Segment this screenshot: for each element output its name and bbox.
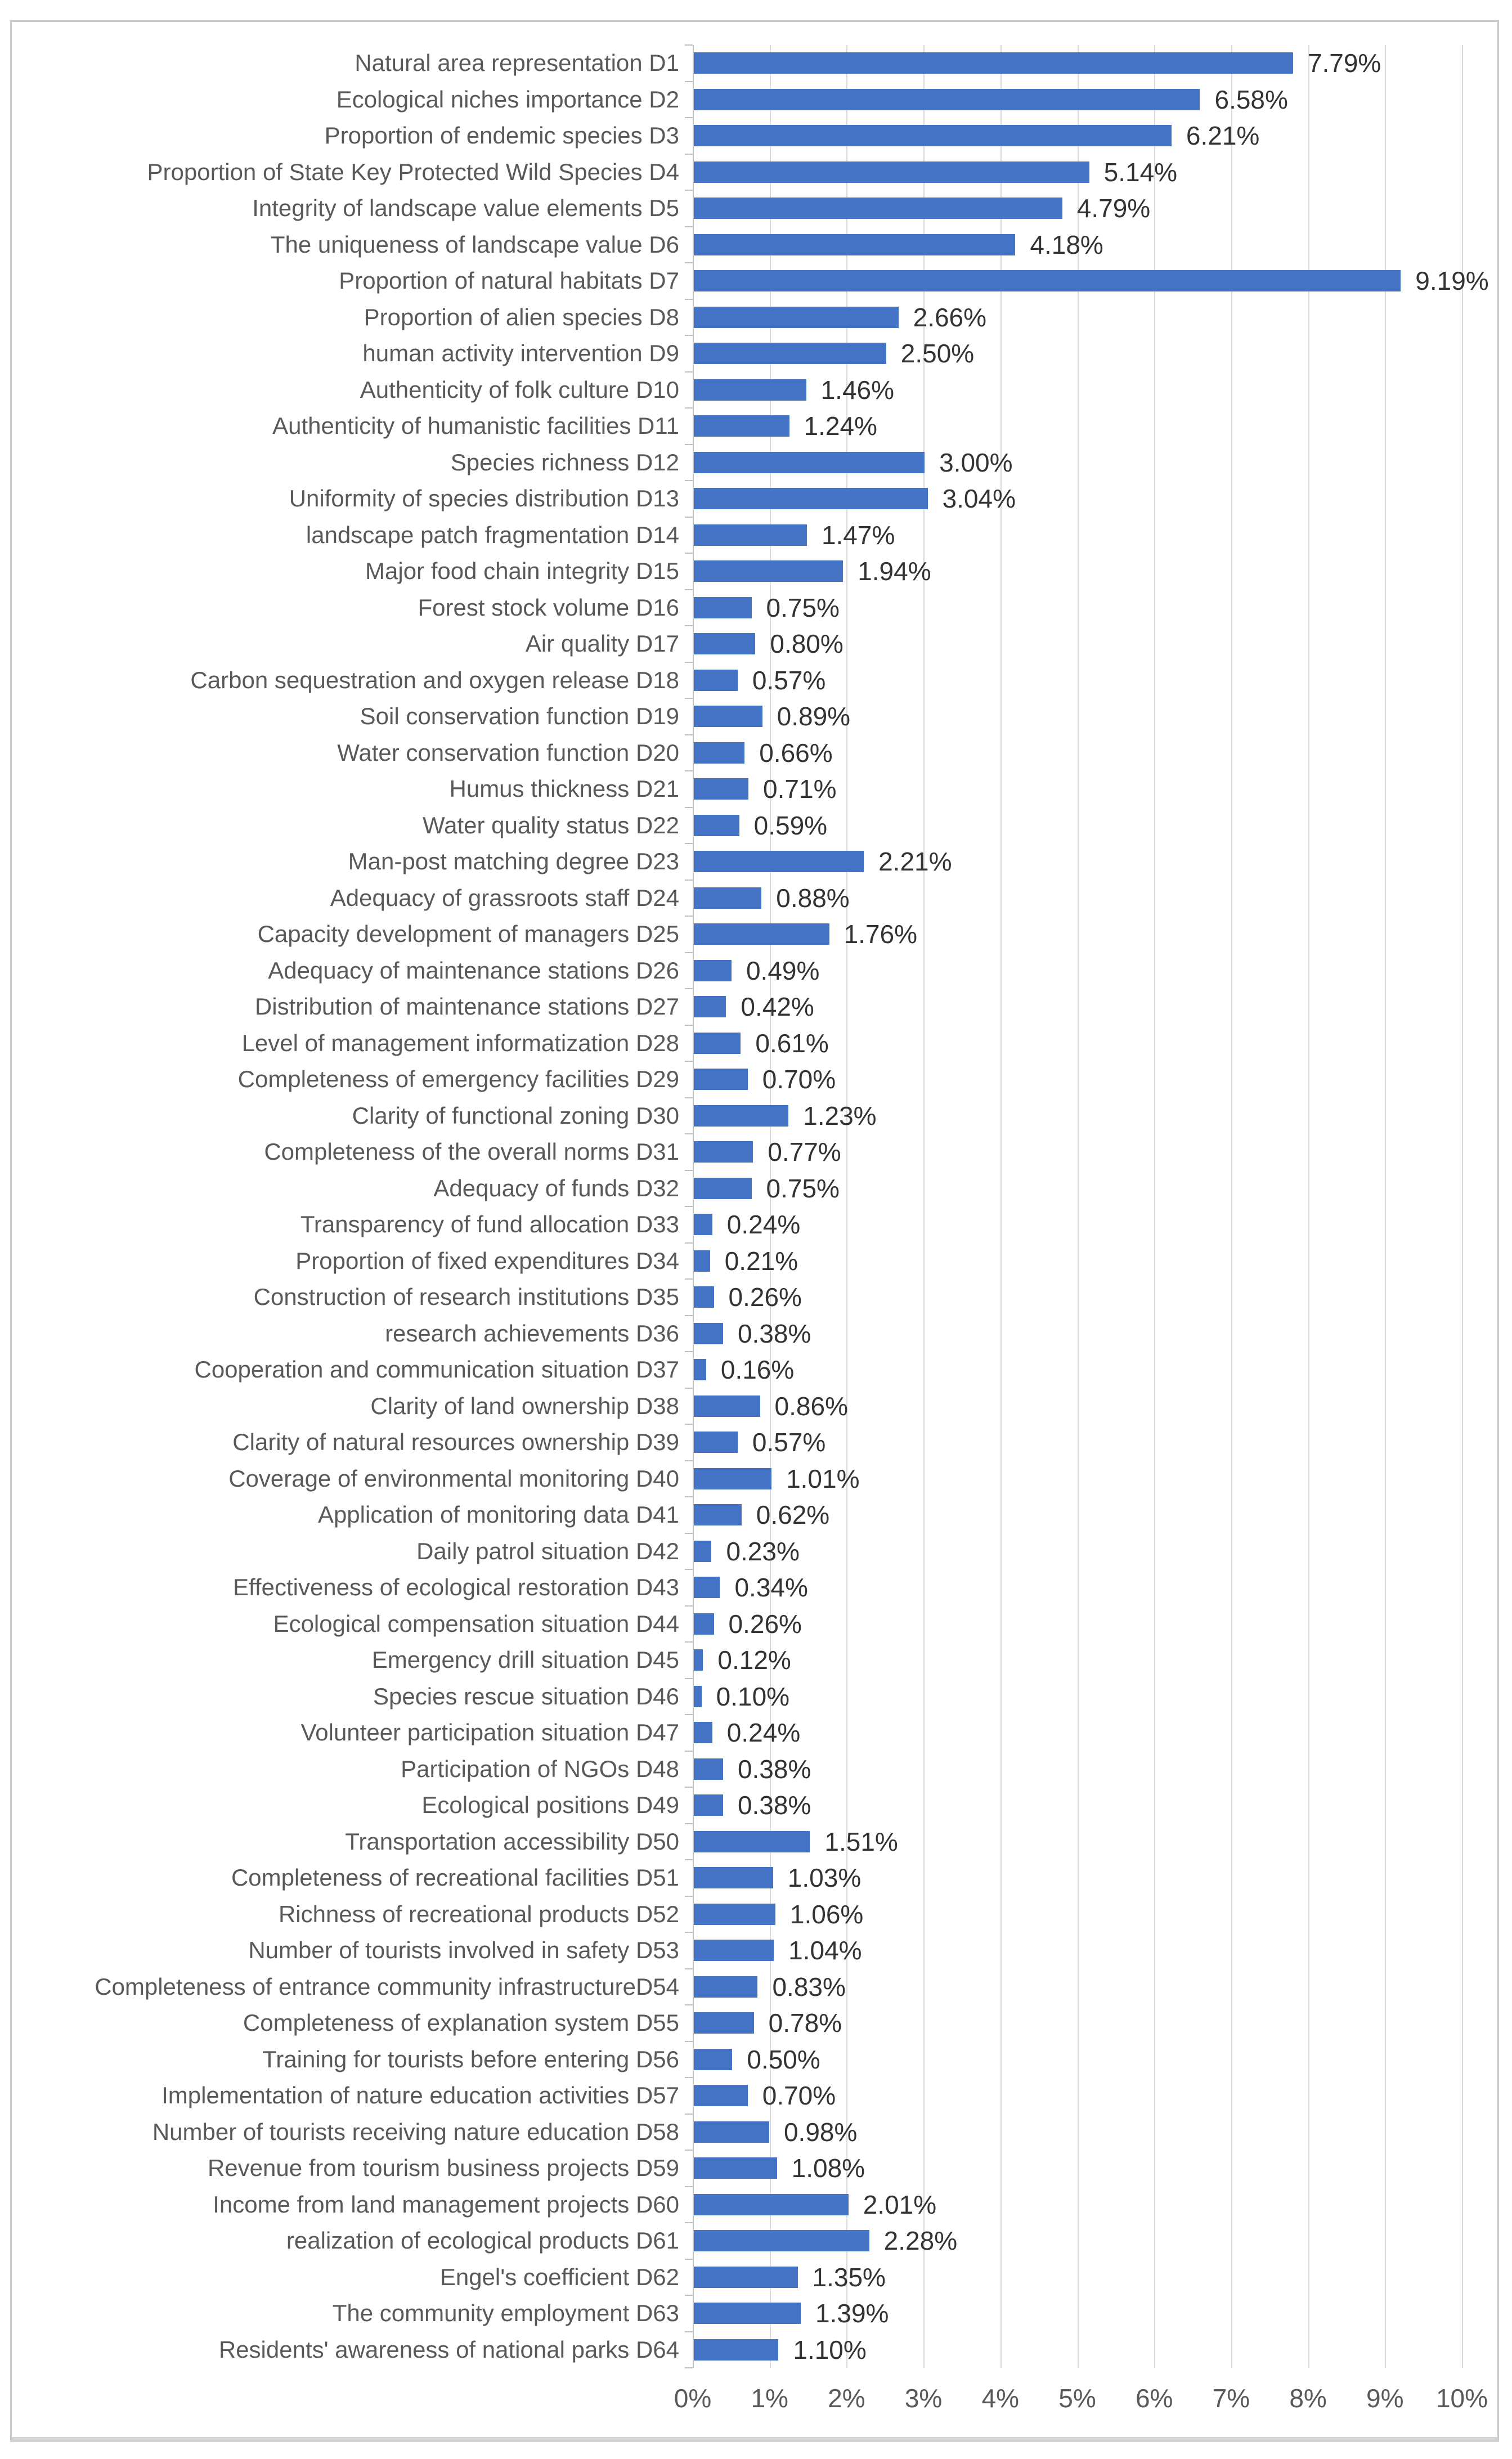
value-label: 7.79% [1307,48,1381,78]
category-label: Volunteer participation situation D47 [300,1719,679,1745]
category-label: Richness of recreational products D52 [278,1900,679,1927]
category-label: Proportion of endemic species D3 [324,122,679,149]
value-label: 0.42% [741,992,814,1021]
category-label: Man-post matching degree D23 [348,848,679,874]
value-label: 0.38% [737,1318,811,1348]
value-label: 1.47% [821,520,895,550]
category-label: Adequacy of grassroots staff D24 [330,884,679,911]
category-label: Engel's coefficient D62 [439,2263,679,2290]
value-label: 0.23% [726,1536,800,1566]
value-label: 2.28% [883,2226,958,2255]
value-label: 0.57% [752,1428,826,1457]
value-label: 0.49% [746,955,820,985]
category-label: Completeness of emergency facilities D29 [237,1066,679,1092]
category-label: Clarity of natural resources ownership D39 [232,1429,679,1455]
category-label: realization of ecological products D61 [286,2227,679,2254]
category-label: Forest stock volume D16 [418,594,679,621]
category-label: Major food chain integrity D15 [365,558,679,584]
value-label: 0.86% [774,1391,848,1421]
category-label: Income from land management projects D60 [213,2191,679,2218]
category-label: Revenue from tourism business projects D59 [207,2155,679,2181]
category-label: Coverage of environmental monitoring D40 [228,1465,679,1492]
category-label: Proportion of fixed expenditures D34 [295,1247,679,1274]
category-label: research achievements D36 [385,1320,679,1347]
value-label: 0.70% [762,1065,836,1094]
value-label: 3.04% [942,484,1016,513]
x-axis-tick-label: 1% [751,2384,788,2413]
value-label: 6.21% [1186,121,1260,150]
value-label: 0.61% [755,1028,829,1058]
category-label: Proportion of alien species D8 [364,303,679,330]
category-label: Ecological niches importance D2 [336,86,679,113]
value-label: 1.94% [858,557,931,586]
category-label: Training for tourists before entering D56 [262,2045,679,2072]
value-label: 0.16% [720,1355,795,1384]
category-label: Completeness of recreational facilities D51 [231,1864,679,1891]
value-label: 0.88% [776,883,850,913]
value-label: 1.76% [844,919,918,949]
value-label: 0.71% [763,774,837,804]
value-label: 4.79% [1076,194,1151,223]
value-label: 0.80% [770,629,844,658]
value-label: 0.59% [753,810,828,840]
x-axis-tick-label: 0% [674,2384,712,2413]
category-label: Number of tourists involved in safety D53 [248,1937,679,1963]
value-label: 0.62% [756,1500,830,1529]
value-label: 1.10% [793,2335,867,2364]
category-label: Humus thickness D21 [449,775,679,802]
category-label: Participation of NGOs D48 [401,1755,679,1782]
value-label: 2.50% [900,339,975,368]
value-label: 6.58% [1214,84,1288,114]
x-axis-tick-label: 9% [1366,2384,1404,2413]
value-label: 9.19% [1415,266,1489,295]
category-label: Application of monitoring data D41 [317,1501,679,1528]
category-label: Authenticity of humanistic facilities D11 [272,412,679,439]
category-label: Ecological positions D49 [421,1792,679,1818]
value-label: 0.12% [717,1645,791,1675]
category-label: Water conservation function D20 [337,739,679,766]
category-label: Cooperation and communication situation D37 [194,1356,679,1383]
category-label: human activity intervention D9 [362,340,679,366]
category-label: Carbon sequestration and oxygen release D18 [190,666,679,693]
chart-frame [10,20,1499,2442]
category-label: Number of tourists receiving nature education D58 [152,2118,679,2145]
x-axis-tick-label: 5% [1058,2384,1096,2413]
category-label: Transportation accessibility D50 [345,1828,679,1855]
value-label: 1.39% [815,2299,889,2328]
category-label: The uniqueness of landscape value D6 [270,231,679,258]
value-label: 1.03% [787,1863,862,1892]
x-axis-tick-label: 2% [828,2384,865,2413]
category-label: Transparency of fund allocation D33 [300,1211,679,1237]
x-axis-tick-label: 8% [1289,2384,1327,2413]
value-label: 1.46% [820,375,895,405]
x-axis-tick-label: 4% [981,2384,1020,2413]
category-label: Integrity of landscape value elements D5 [252,195,679,221]
category-label: Emergency drill situation D45 [371,1646,679,1673]
category-label: Proportion of natural habitats D7 [339,267,679,294]
category-label: Effectiveness of ecological restoration D43 [233,1574,679,1600]
value-label: 4.18% [1030,230,1103,259]
x-axis-tick-label: 3% [904,2384,943,2413]
category-label: Construction of research institutions D35 [253,1284,679,1310]
value-label: 1.01% [786,1464,860,1493]
value-label: 0.83% [772,1972,846,2002]
value-label: 1.04% [788,1936,862,1965]
value-label: 0.24% [726,1718,801,1747]
category-label: Air quality D17 [525,630,679,657]
category-label: Residents' awareness of national parks D64 [218,2336,679,2363]
value-label: 0.75% [766,593,840,622]
category-label: Daily patrol situation D42 [416,1537,679,1564]
value-label: 0.70% [762,2081,836,2110]
x-axis-tick-label: 7% [1212,2384,1250,2413]
category-label: Ecological compensation situation D44 [273,1610,679,1637]
value-label: 0.38% [737,1754,811,1784]
value-label: 0.75% [766,1173,840,1203]
category-label: Species richness D12 [450,448,679,475]
category-label: Completeness of the overall norms D31 [264,1138,679,1165]
value-label: 1.35% [812,2262,886,2292]
category-label: Clarity of functional zoning D30 [352,1102,679,1129]
value-label: 0.50% [747,2044,820,2074]
category-label: Completeness of explanation system D55 [243,2009,679,2036]
category-label: Uniformity of species distribution D13 [289,485,679,511]
category-label: Level of management informatization D28 [241,1029,679,1056]
category-label: The community employment D63 [332,2300,679,2326]
value-label: 0.89% [777,702,851,731]
value-label: 1.06% [789,1899,864,1929]
value-label: 1.51% [824,1827,898,1856]
value-label: 2.66% [913,302,987,332]
category-label: Capacity development of managers D25 [257,921,679,947]
category-label: Authenticity of folk culture D10 [360,376,679,403]
value-label: 0.77% [768,1137,841,1166]
value-label: 0.78% [768,2008,842,2038]
category-label: Distribution of maintenance stations D27 [254,993,679,1020]
x-axis [12,22,1497,2437]
value-label: 0.26% [728,1609,802,1639]
value-label: 0.34% [734,1573,808,1602]
value-label: 0.24% [726,1210,801,1239]
category-label: Soil conservation function D19 [360,703,679,729]
category-label: Implementation of nature education activities D57 [161,2082,679,2108]
x-axis-tick-label: 10% [1435,2384,1488,2413]
category-label: Proportion of State Key Protected Wild Species D4 [147,158,679,185]
value-label: 0.66% [759,738,833,768]
category-label: Adequacy of funds D32 [433,1174,679,1201]
value-label: 0.10% [716,1681,790,1711]
value-label: 1.08% [791,2153,865,2183]
category-label: Completeness of entrance community infrastructureD54 [95,1973,679,2000]
x-axis-tick-label: 6% [1135,2384,1173,2413]
value-label: 3.00% [939,447,1013,477]
value-label: 0.21% [724,1246,798,1276]
value-label: 0.98% [783,2117,858,2147]
category-label: Adequacy of maintenance stations D26 [268,957,679,984]
category-label: Water quality status D22 [423,811,679,838]
value-label: 0.57% [752,665,826,695]
value-label: 2.21% [878,847,952,876]
category-label: Natural area representation D1 [355,50,679,76]
value-label: 0.38% [737,1791,811,1820]
value-label: 0.26% [728,1282,802,1312]
category-label: Clarity of land ownership D38 [370,1392,679,1419]
value-label: 1.24% [804,411,877,441]
value-label: 1.23% [803,1101,877,1130]
category-label: landscape patch fragmentation D14 [306,521,679,548]
category-label: Species rescue situation D46 [373,1682,679,1709]
value-label: 2.01% [863,2189,937,2219]
value-label: 5.14% [1103,157,1178,187]
